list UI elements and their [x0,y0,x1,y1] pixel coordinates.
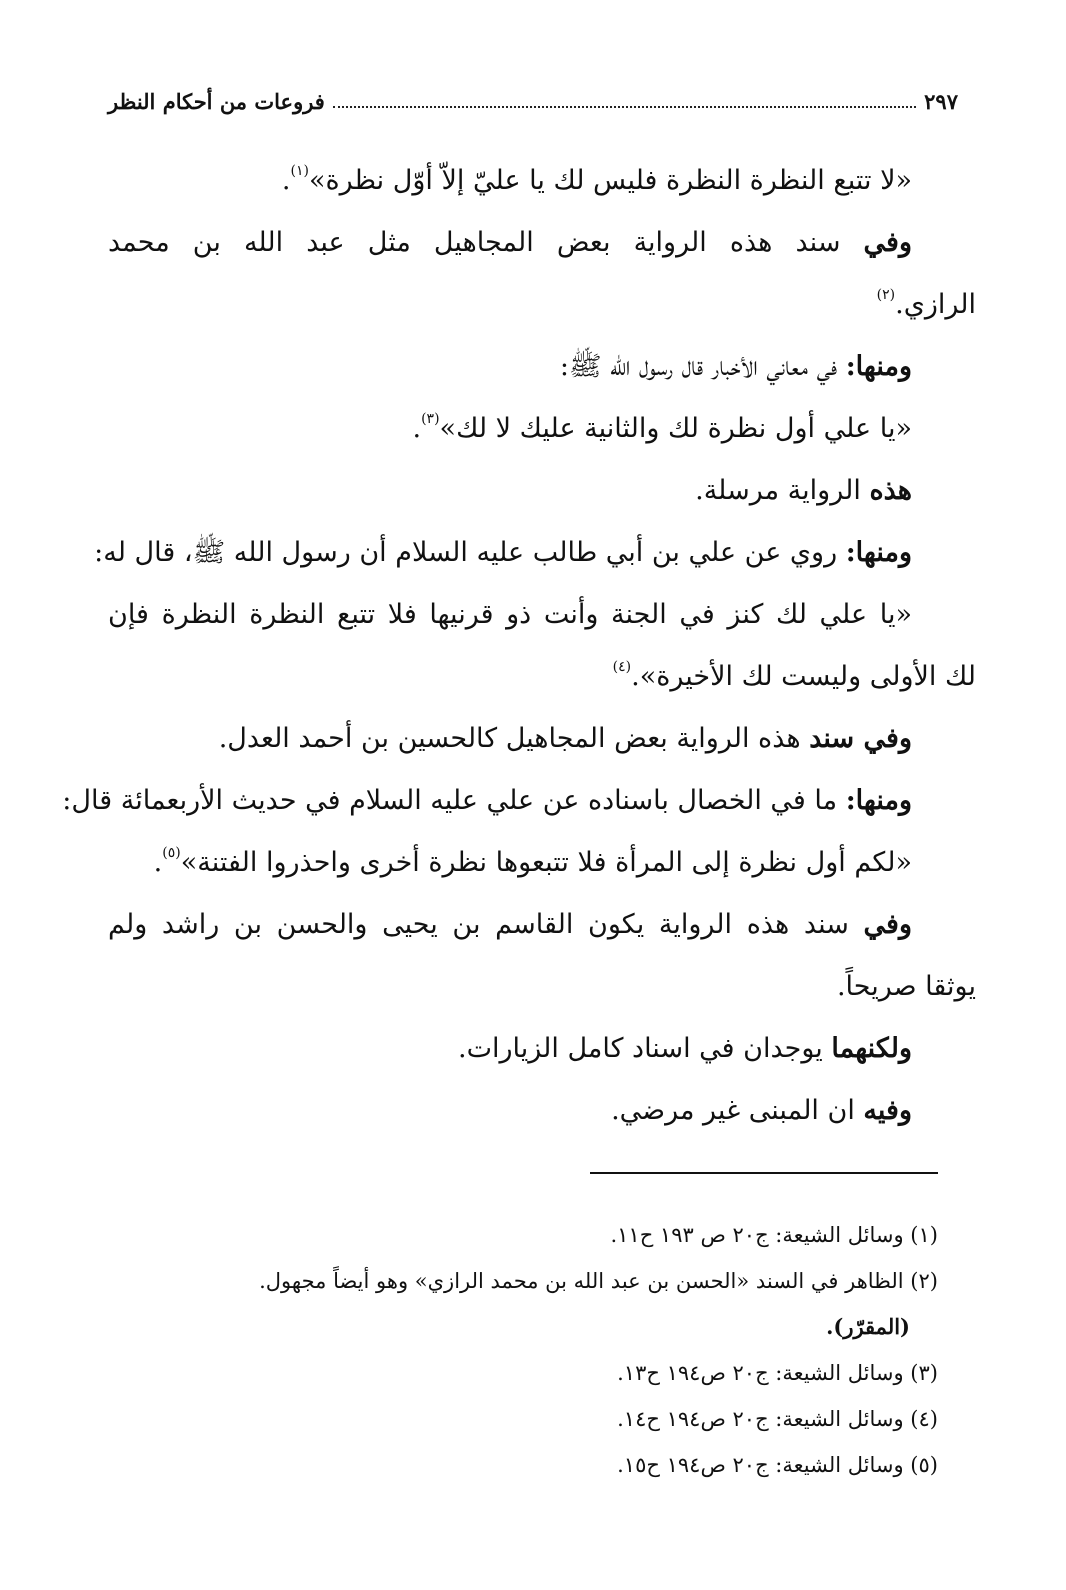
body-text [62,150,976,1142]
paragraph-line: «لا تتبع النظرة النظرة فليس لك يا عليّ إلاّ أوّل نظرة»$^{(١)}$. [281,163,912,196]
paragraph-line: هذه الرواية مرسلة. [695,475,912,506]
footnote: (٥) وسائل الشيعة: ج٢٠ ص١٩٤ ح١٥. [617,1453,938,1477]
footnote-ref[interactable]: (٤) [612,659,632,675]
paragraph-line: وفي سند هذه الرواية بعض المجاهيل مثل عبد الله بن محمد [108,227,912,258]
paragraph-line: وفي سند هذه الرواية يكون القاسم بن يحيى والحسن بن راشد ولم [108,909,912,940]
chapter-title: فروعات من أحكام النظر [108,89,325,114]
paragraph-line: وفيه ان المبنى غير مرضي. [611,1095,912,1126]
page-number: ٢٩٧ [924,89,958,114]
footnote-continuation: (المقرّر). [826,1314,910,1339]
paragraph-line: «يا علي لك كنز في الجنة وأنت ذو قرنيها فلا تتبع النظرة النظرة فإن [108,599,912,630]
footnote-separator [590,1172,938,1174]
footnotes [108,1212,938,1488]
paragraph-line: وفي سند هذه الرواية بعض المجاهيل كالحسين بن أحمد العدل. [218,723,912,754]
footnote-ref[interactable]: (٢) [876,287,896,303]
footnote: (٢) الظاهر في السند «الحسن بن عبد الله بن محمد الرازي» وهو أيضاً مجهول. [259,1269,938,1293]
footnote: (٤) وسائل الشيعة: ج٢٠ ص١٩٤ ح١٤. [617,1407,938,1431]
paragraph-line: ومنها: في معاني الأخبار قال رسول الله ﷺ: [559,351,912,382]
footnote-ref[interactable]: (١) [290,163,309,179]
paragraph-line: يوثقا صريحاً. [836,971,976,1002]
footnote-ref[interactable]: (٣) [421,411,440,427]
paragraph-line: ومنها: ما في الخصال باسناده عن علي عليه السلام في حديث الأربعمائة قال: [62,785,912,816]
footnote-ref[interactable]: (٥) [162,845,181,861]
paragraph-line: «يا علي أول نظرة لك والثانية عليك لا لك»$^{(٣)}$. [412,411,912,444]
running-head [108,78,958,114]
paragraph-line: الرازي.$^{(٢)}$ [876,287,976,320]
leader-dots [333,106,916,108]
footnote: (٣) وسائل الشيعة: ج٢٠ ص١٩٤ ح١٣. [617,1361,938,1385]
paragraph-line: ومنها: روي عن علي بن أبي طالب عليه السلام أن رسول الله ﷺ، قال له: [94,537,912,568]
footnote: (١) وسائل الشيعة: ج٢٠ ص ١٩٣ ح١١. [610,1223,938,1247]
paragraph-line: «لكم أول نظرة إلى المرأة فلا تتبعوها نظرة أخرى واحذروا الفتنة»$^{(٥)}$. [153,845,912,878]
paragraph-line: لك الأولى وليست لك الأخيرة».$^{(٤)}$ [612,659,976,692]
paragraph-line: ولكنهما يوجدان في اسناد كامل الزيارات. [457,1033,912,1064]
